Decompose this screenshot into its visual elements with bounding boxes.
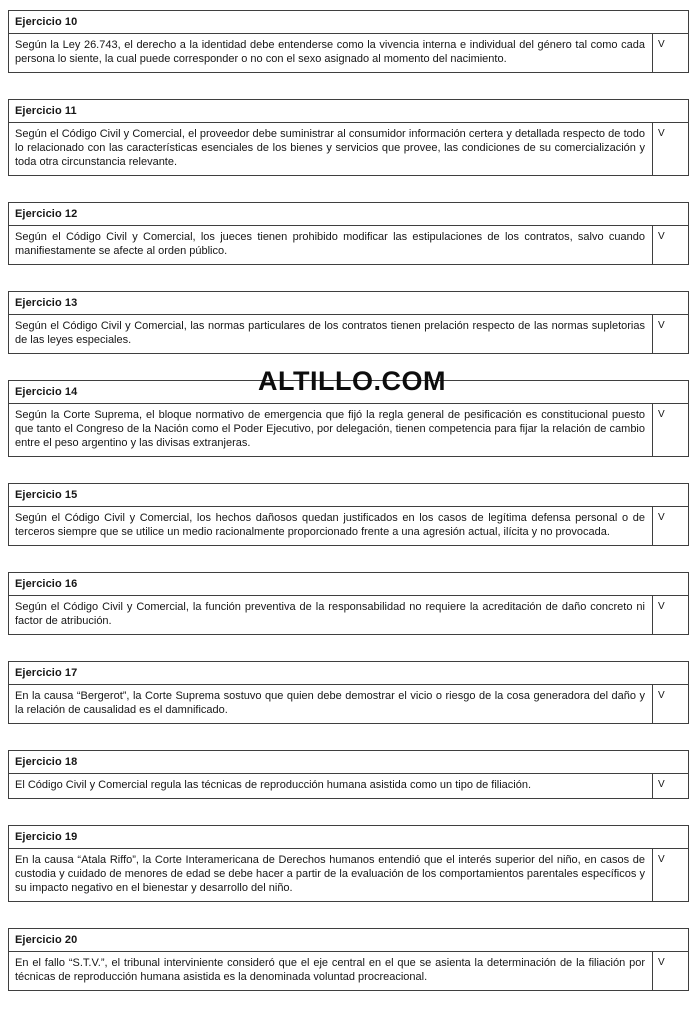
exercise-table-13 <box>8 291 689 354</box>
verdict-cell: V <box>652 685 688 723</box>
exercise-statement: Según el Código Civil y Comercial, los jueces tienen prohibido modificar las estipulaciones de los contratos, salvo cuando manifiestamente se afecte al orden público. <box>15 231 645 257</box>
exercise-title: Ejercicio 14 <box>9 381 688 404</box>
exercise-title: Ejercicio 16 <box>9 573 688 596</box>
exercise-table-15 <box>8 483 689 546</box>
exercise-row <box>9 226 688 264</box>
exercise-title: Ejercicio 20 <box>9 929 688 952</box>
exercise-row <box>9 849 688 901</box>
exercise-table-18 <box>8 750 689 799</box>
exercise-statement: Según el Código Civil y Comercial, la función preventiva de la responsabilidad no requiere la acreditación de daño concreto ni factor de atribución. <box>15 601 645 627</box>
verdict-cell: V <box>652 952 688 990</box>
exercise-row <box>9 123 688 175</box>
exercise-row <box>9 34 688 72</box>
exercise-title: Ejercicio 17 <box>9 662 688 685</box>
exercise-row <box>9 685 688 723</box>
verdict-cell: V <box>652 226 688 264</box>
exercise-statement: Según el Código Civil y Comercial, el proveedor debe suministrar al consumidor información certera y detallada respecto de todo lo relacionado con las características esenciales de los bienes y servicios que provee, las condiciones de su comercialización y toda otra circunstancia relevante. <box>15 128 645 168</box>
verdict-cell: V <box>652 315 688 353</box>
exercise-row <box>9 952 688 990</box>
exercise-row <box>9 596 688 634</box>
exercise-statement: Según el Código Civil y Comercial, los hechos dañosos quedan justificados en los casos de legítima defensa personal o de terceros siempre que se utilice un medio racionalmente proporcionado frente a una agresión actual, ilícita y no provocada. <box>15 512 645 538</box>
exercise-title: Ejercicio 18 <box>9 751 688 774</box>
verdict-cell: V <box>652 596 688 634</box>
exercise-title: Ejercicio 13 <box>9 292 688 315</box>
exercise-row <box>9 404 688 456</box>
exercise-statement: En la causa “Atala Riffo”, la Corte Interamericana de Derechos humanos entendió que el interés superior del niño, en casos de custodia y cuidado de menores de edad se debe hacer a partir de la evaluación de los comportamientos parentales específicos y su impacto negativo en el bienestar y desarrollo del niño. <box>15 854 645 894</box>
exercise-statement: En el fallo “S.T.V.”, el tribunal interviniente consideró que el eje central en el que se asienta la determinación de la filiación por técnicas de reproducción humana asistida es la denominada voluntad procreacional. <box>15 957 645 983</box>
exercise-table-12 <box>8 202 689 265</box>
exercise-statement: En la causa “Bergerot”, la Corte Suprema sostuvo que quien debe demostrar el vicio o riesgo de la cosa generadora del daño y la relación de causalidad es el damnificado. <box>15 690 645 716</box>
exercise-row <box>9 774 688 798</box>
exercise-table-10 <box>8 10 689 73</box>
exercise-title: Ejercicio 19 <box>9 826 688 849</box>
verdict-cell: V <box>652 507 688 545</box>
exercise-statement: Según la Ley 26.743, el derecho a la identidad debe entenderse como la vivencia interna e individual del género tal como cada persona lo siente, la cual puede corresponder o no con el sexo asignado al momento del nacimiento. <box>15 39 645 65</box>
exercise-title: Ejercicio 12 <box>9 203 688 226</box>
verdict-cell: V <box>652 774 688 798</box>
exercise-row <box>9 507 688 545</box>
verdict-cell: V <box>652 34 688 72</box>
exercise-title: Ejercicio 15 <box>9 484 688 507</box>
exercise-table-11 <box>8 99 689 176</box>
verdict-cell: V <box>652 123 688 175</box>
exercise-table-20 <box>8 928 689 991</box>
verdict-cell: V <box>652 404 688 456</box>
exercise-table-16 <box>8 572 689 635</box>
exercise-row <box>9 315 688 353</box>
exercise-statement: Según el Código Civil y Comercial, las normas particulares de los contratos tienen prelación respecto de las normas supletorias de las leyes especiales. <box>15 320 645 346</box>
exercise-table-17 <box>8 661 689 724</box>
altillo-watermark: ALTILLO.COM <box>258 366 446 396</box>
exercise-table-19 <box>8 825 689 902</box>
exercise-title: Ejercicio 11 <box>9 100 688 123</box>
exercise-title: Ejercicio 10 <box>9 11 688 34</box>
verdict-cell: V <box>652 849 688 901</box>
exercise-statement: Según la Corte Suprema, el bloque normativo de emergencia que fijó la regla general de pesificación es constitucional puesto que tanto el Congreso de la Nación como el Poder Ejecutivo, por delegación, tienen competencia para fijar la relación de cambio entre el peso argentino y las divisas extranjeras. <box>15 409 645 449</box>
exercise-statement: El Código Civil y Comercial regula las técnicas de reproducción humana asistida como un tipo de filiación. <box>15 779 532 791</box>
